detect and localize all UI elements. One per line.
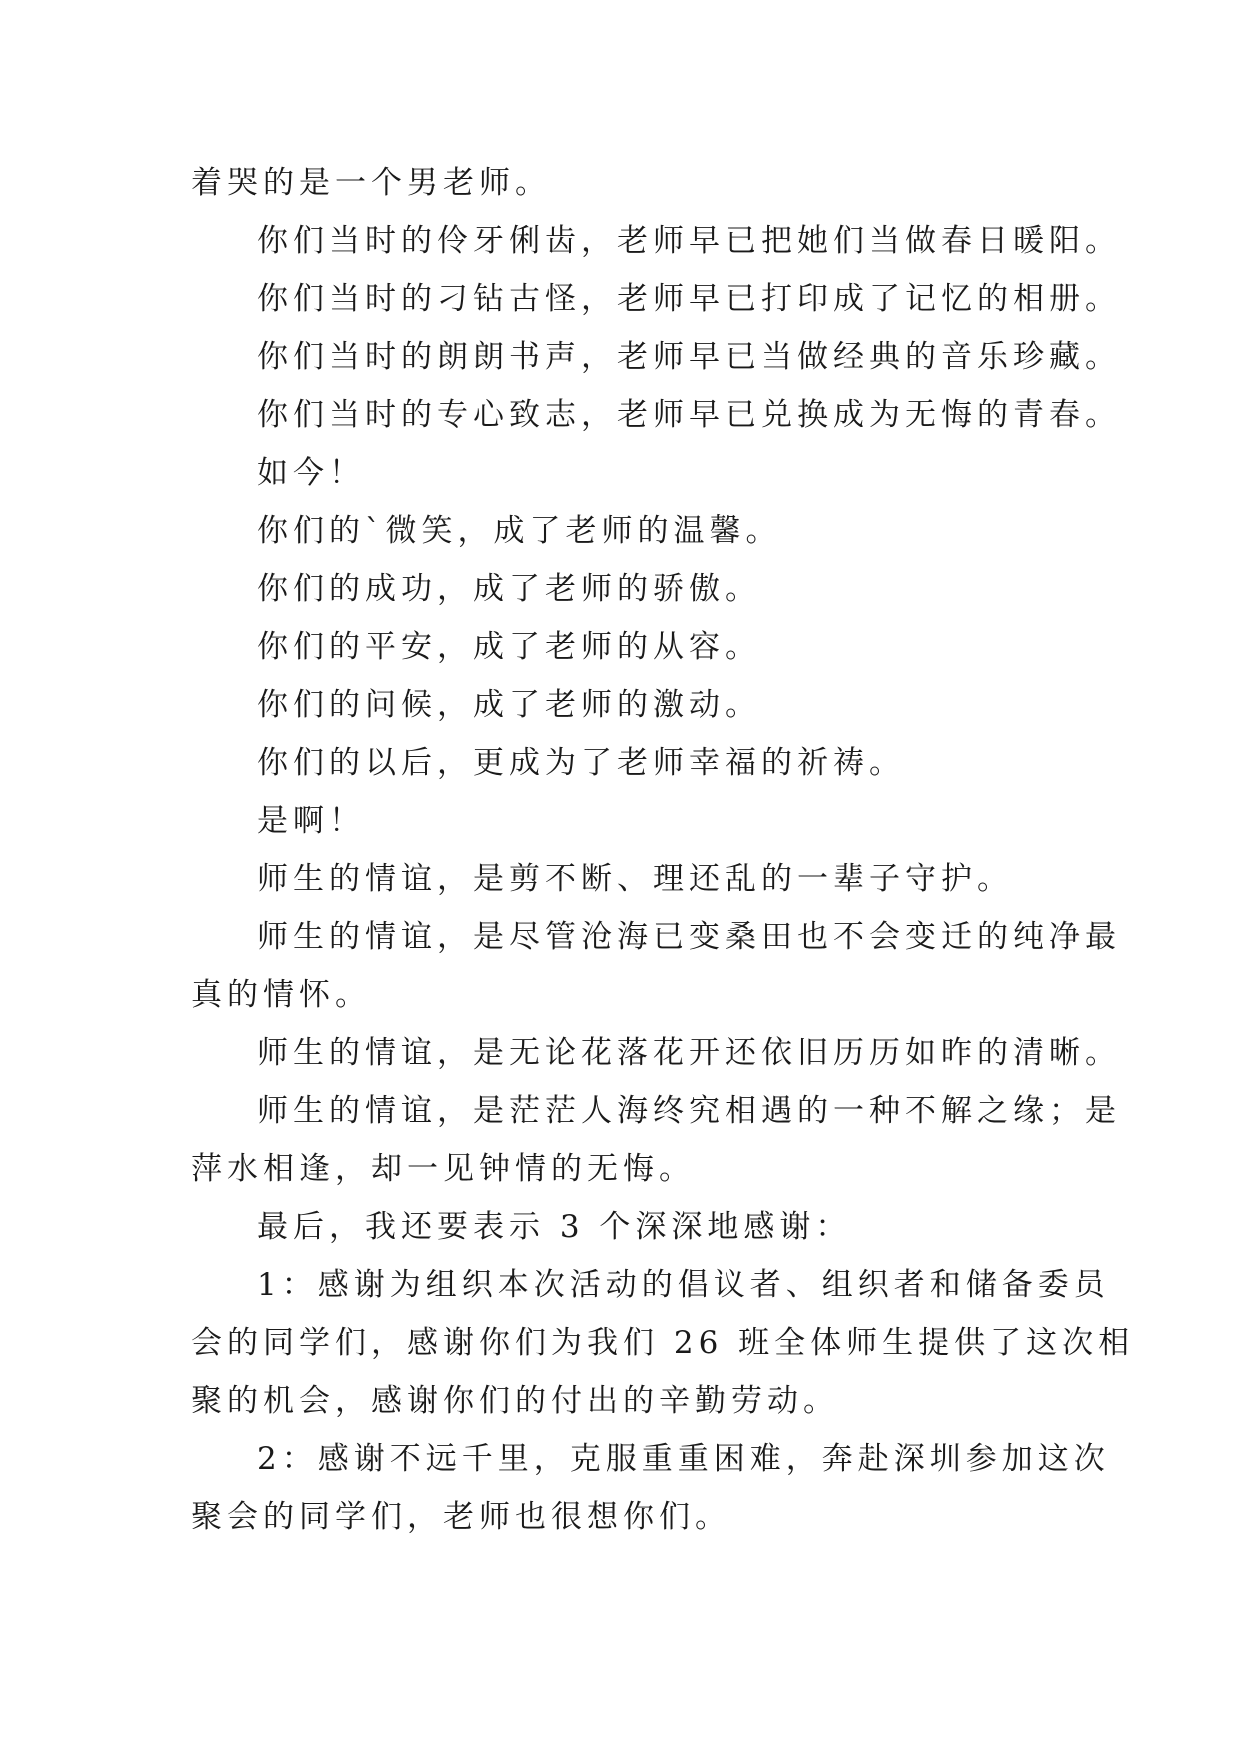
- paragraph-line: 你们当时的刁钻古怪，老师早已打印成了记忆的相册。: [257, 281, 1121, 317]
- paragraph-line: 你们当时的伶牙俐齿，老师早已把她们当做春日暖阳。: [257, 223, 1121, 259]
- paragraph-line: 师生的情谊，是茫茫人海终究相遇的一种不解之缘；是: [257, 1093, 1121, 1129]
- paragraph-line: 着哭的是一个男老师。: [191, 165, 551, 201]
- paragraph-line: 聚会的同学们，老师也很想你们。: [191, 1499, 731, 1535]
- paragraph-line: 师生的情谊，是剪不断、理还乱的一辈子守护。: [257, 861, 1013, 897]
- paragraph-line: 师生的情谊，是无论花落花开还依旧历历如昨的清晰。: [257, 1035, 1121, 1071]
- paragraph-line: 如今！: [257, 455, 365, 491]
- paragraph-line: 你们的问候，成了老师的激动。: [257, 687, 761, 723]
- paragraph-line: 萍水相逢，却一见钟情的无悔。: [191, 1151, 695, 1187]
- paragraph-line: 你们的`微笑，成了老师的温馨。: [257, 513, 782, 549]
- paragraph-line: 真的情怀。: [191, 977, 371, 1013]
- paragraph-line: 师生的情谊，是尽管沧海已变桑田也不会变迁的纯净最: [257, 919, 1121, 955]
- paragraph-line: 是啊！: [257, 803, 365, 839]
- paragraph-line: 你们当时的朗朗书声，老师早已当做经典的音乐珍藏。: [257, 339, 1121, 375]
- paragraph-line: 最后，我还要表示 3 个深深地感谢：: [257, 1209, 852, 1245]
- paragraph-line: 2：感谢不远千里，克服重重困难，奔赴深圳参加这次: [257, 1441, 1110, 1477]
- paragraph-line: 会的同学们，感谢你们为我们 26 班全体师生提供了这次相: [191, 1325, 1135, 1361]
- paragraph-line: 你们当时的专心致志，老师早已兑换成为无悔的青春。: [257, 397, 1121, 433]
- document-body: [191, 154, 1135, 1546]
- paragraph-line: 你们的成功，成了老师的骄傲。: [257, 571, 761, 607]
- paragraph-line: 你们的以后，更成为了老师幸福的祈祷。: [257, 745, 905, 781]
- paragraph-line: 你们的平安，成了老师的从容。: [257, 629, 761, 665]
- paragraph-line: 1：感谢为组织本次活动的倡议者、组织者和储备委员: [257, 1267, 1110, 1303]
- paragraph-line: 聚的机会，感谢你们的付出的辛勤劳动。: [191, 1383, 839, 1419]
